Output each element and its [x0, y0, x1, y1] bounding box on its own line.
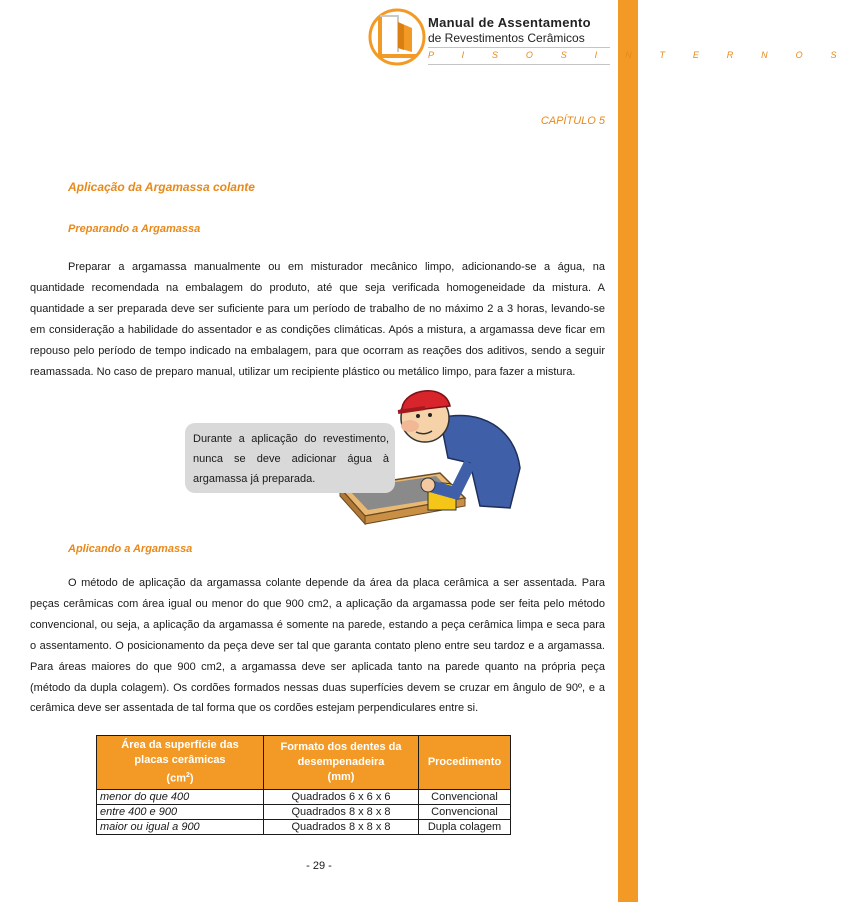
table-row	[97, 789, 511, 804]
paragraph-preparing: Preparar a argamassa manualmente ou em misturador mecânico limpo, adicionando-se a água, na quantidade recomendada na embalagem do produto, até que seja verificada homogeneidade da mistura. A quantidade a ser preparada deve ser suficiente para um período de trabalho de no máximo 2 a 3 horas, levando-se em consideração a habilidade do assentador e as condições climáticas. Após a mistura, a argamassa deve ficar em repouso pelo período de tempo indicado na embalagem, para que ocorram as reações dos aditivos, sendo a seguir reamassada. No caso de preparo manual, utilizar um recipiente plástico ou metálico limpo, para fazer a mistura.	[30, 261, 605, 378]
cell-format: Quadrados 8 x 8 x 8	[264, 804, 419, 819]
column-header-area	[97, 736, 264, 790]
header-divider-bottom	[428, 64, 610, 65]
section-title: Aplicação da Argamassa colante	[68, 180, 255, 194]
header-divider	[428, 47, 610, 48]
cell-format: Quadrados 6 x 6 x 6	[264, 789, 419, 804]
column-header-area-unit-sup: 2	[185, 772, 190, 779]
subsection-title-preparing: Preparando a Argamassa	[68, 223, 201, 235]
table-header-row	[97, 736, 511, 790]
column-header-area-line1: Área da superfície das	[121, 739, 239, 751]
cell-area: entre 400 e 900	[97, 804, 264, 819]
paragraph-applying: O método de aplicação da argamassa colante depende da área da placa cerâmica a ser assentada. Para peças cerâmicas com área igual ou menor do que 900 cm2, a aplicação da argamassa pode ser feita pelo método convencional, ou seja, a aplicação da argamassa é somente na parede, estando a peça cerâmica limpa e seca para o assentamento. O posicionamento da peça deve ser tal que garanta contato pleno entre seu tardoz e a argamassa. Para áreas maiores do que 900 cm2, a argamassa deve ser aplicada tanto na parede quanto na própria peça (método da dupla colagem). Os cordões formados nessas duas superfícies devem se cruzar em ângulo de 90º, e a cerâmica deve ser assentada de tal forma que os cordões estejam perpendiculares entre si.	[30, 577, 605, 715]
column-header-area-line2: placas cerâmicas	[134, 754, 226, 766]
cell-area: maior ou igual a 900	[97, 819, 264, 834]
column-header-procedure: Procedimento	[419, 736, 511, 790]
cell-area: menor do que 400	[97, 789, 264, 804]
column-header-format-unit: (mm)	[327, 770, 355, 783]
door-frame-logo-icon	[368, 8, 426, 66]
trowel-specification-table	[96, 735, 511, 835]
cell-procedure: Convencional	[419, 789, 511, 804]
cell-procedure: Dupla colagem	[419, 819, 511, 834]
table-row	[97, 804, 511, 819]
tip-callout-text: Durante a aplicação do revestimento, nunca se deve adicionar água à argamassa já preparada.	[193, 433, 389, 485]
cell-procedure: Convencional	[419, 804, 511, 819]
column-header-format-line2: desempenadeira	[297, 755, 385, 768]
table-row	[97, 819, 511, 834]
page-edge-accent-bar	[618, 0, 638, 902]
column-header-area-unit: (cm	[166, 772, 186, 785]
page-number: - 29 -	[306, 860, 332, 872]
subsection-title-applying: Aplicando a Argamassa	[68, 543, 193, 555]
column-header-area-unit-close: )	[189, 772, 194, 785]
manual-subtitle: de Revestimentos Cerâmicos	[428, 31, 585, 45]
column-header-format	[264, 736, 419, 790]
manual-title: Manual de Assentamento	[428, 15, 591, 30]
manual-series-label: P I S O S I N T E R N O S	[428, 50, 849, 60]
cell-format: Quadrados 8 x 8 x 8	[264, 819, 419, 834]
chapter-label: CAPÍTULO 5	[540, 115, 605, 127]
column-header-format-line1: Formato dos dentes da	[280, 740, 402, 753]
